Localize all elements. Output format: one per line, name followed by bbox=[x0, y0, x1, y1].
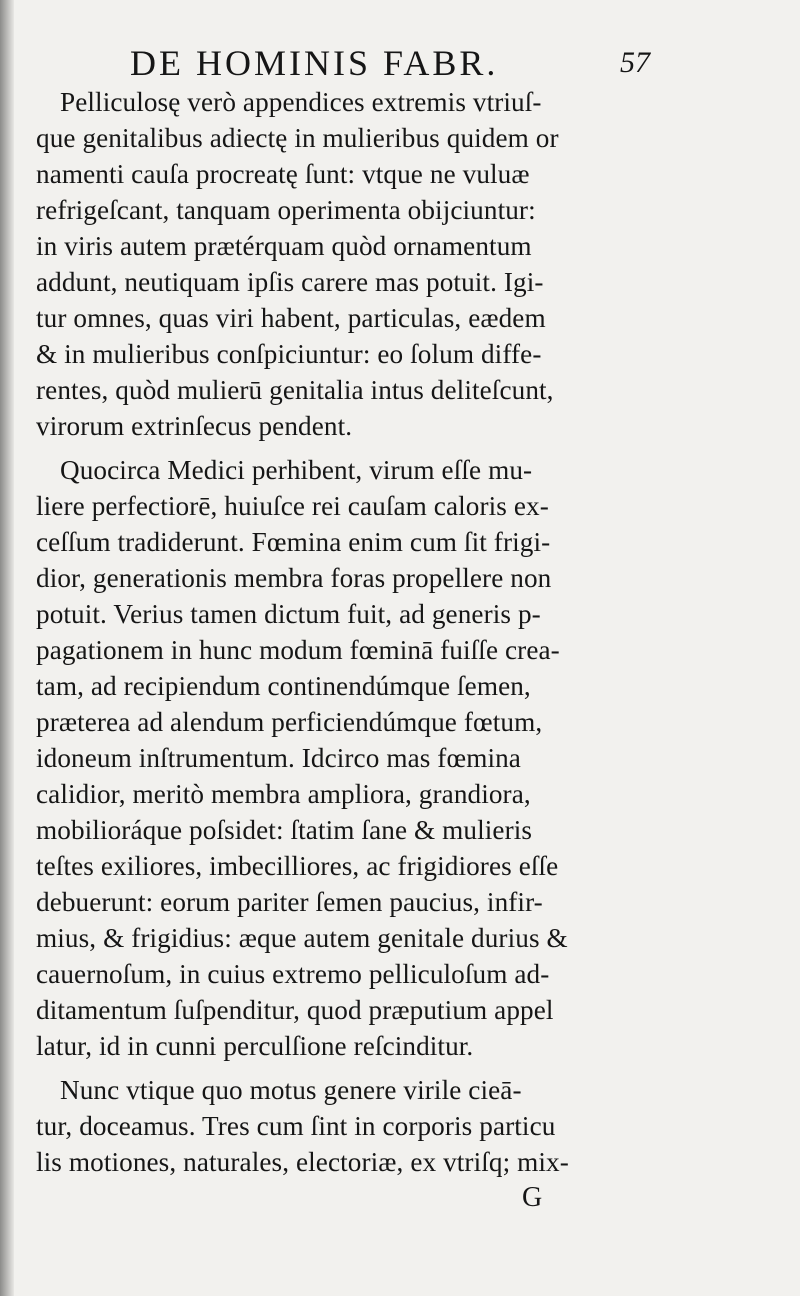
text-line: calidior, meritò membra ampliora, grandiora, bbox=[36, 779, 531, 809]
text-line: cauernoſum, in cuius extremo pelliculoſum ad- bbox=[36, 959, 550, 989]
paragraph-3 bbox=[36, 1072, 666, 1180]
text-line: dior, generationis membra foras propellere non bbox=[36, 563, 552, 593]
text-line: ceſſum tradiderunt. Fœmina enim cum ſit frigi- bbox=[36, 527, 551, 557]
text-line: pagationem in hunc modum fœminā fuiſſe crea- bbox=[36, 635, 560, 665]
text-line: mobilioráque poſsidet: ſtatim ſane & mulieris bbox=[36, 815, 533, 845]
text-line: namenti cauſa procreatę ſunt: vtque ne vuluæ bbox=[36, 159, 530, 189]
text-line: tur omnes, quas viri habent, particulas, eædem bbox=[36, 303, 546, 333]
text-line: potuit. Verius tamen dictum fuit, ad generis p- bbox=[36, 599, 541, 629]
text-line: prӕterea ad alendum perficiendúmque fœtum, bbox=[36, 707, 543, 737]
paragraph-2 bbox=[36, 452, 666, 1064]
running-title: DE HOMINIS FABR. bbox=[130, 43, 499, 83]
text-line: rentes, quòd mulierū genitalia intus delitеſcunt, bbox=[36, 375, 554, 405]
text-line: Pelliculosę verò appendices extremis vtriuſ- bbox=[60, 87, 542, 117]
signature-mark: G bbox=[522, 1182, 543, 1213]
text-line: refrigeſcant, tanquam operimenta obijciuntur: bbox=[36, 195, 536, 225]
text-line: ditamentum ſuſpenditur, quod prӕputium appel bbox=[36, 995, 554, 1025]
text-line: mius, & frigidius: æque autem genitale durius & bbox=[36, 923, 568, 953]
text-line: liere perfectiorē, huiuſce rei cauſam caloris ex- bbox=[36, 491, 549, 521]
text-line: in viris autem prætérquam quòd ornamentum bbox=[36, 231, 532, 261]
text-body bbox=[36, 84, 666, 1188]
gutter-shadow bbox=[0, 0, 14, 1296]
text-line: latur, id in cunni perculſione reſcinditur. bbox=[36, 1031, 474, 1061]
text-line: Nunc vtique quo motus genere virile cieā- bbox=[60, 1075, 522, 1105]
text-line: idoneum inſtrumentum. Idcirco mas fœmina bbox=[36, 743, 521, 773]
paragraph-1 bbox=[36, 84, 666, 444]
text-line: tur, doceamus. Tres cum ſint in corporis particu bbox=[36, 1111, 556, 1141]
text-line: tam, ad recipiendum continendúmque ſemen, bbox=[36, 671, 531, 701]
text-line: virorum extrinſecus pendent. bbox=[36, 411, 353, 441]
text-line: lis motiones, naturales, electoriæ, ex vtriſq; mix- bbox=[36, 1147, 569, 1177]
page-number: 57 bbox=[620, 46, 650, 79]
text-line: & in mulieribus conſpiciuntur: eo ſolum diffe- bbox=[36, 339, 542, 369]
text-line: debuerunt: eorum pariter ſemen paucius, infir- bbox=[36, 887, 543, 917]
text-line: addunt, neutiquam ipſis carere mas potuit. Igi- bbox=[36, 267, 544, 297]
text-line: teſtes exiliores, imbecilliores, ac frigidiores eſſe bbox=[36, 851, 559, 881]
text-line: Quocirca Medici perhibent, virum eſſe mu- bbox=[60, 455, 533, 485]
text-line: que genitalibus adiectę in mulieribus quidem or bbox=[36, 123, 559, 153]
